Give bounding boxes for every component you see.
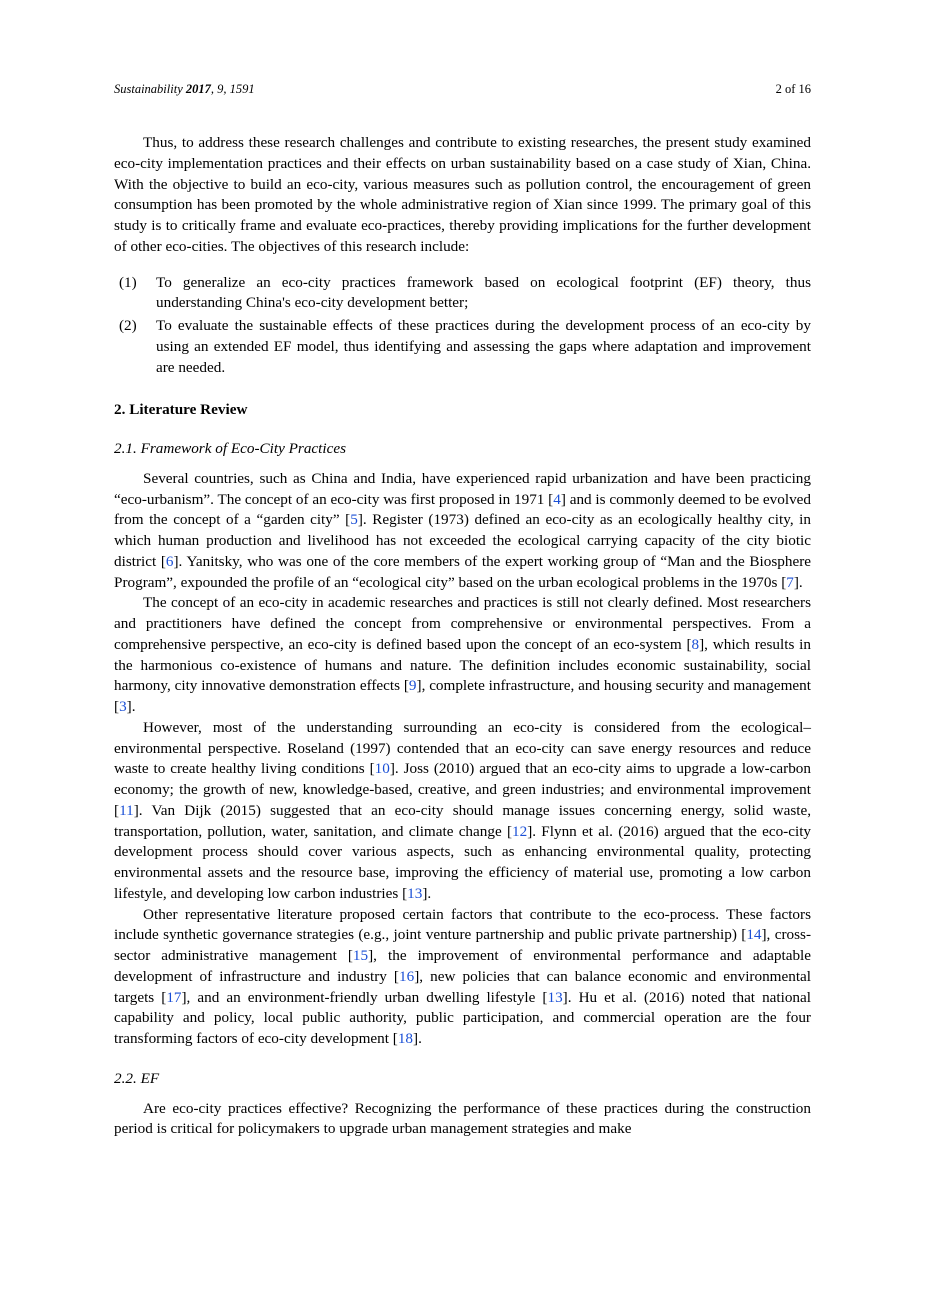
journal-name: Sustainability: [114, 82, 183, 96]
running-head: [114, 82, 811, 97]
page-content: [114, 82, 811, 1140]
citation-link[interactable]: 6: [165, 552, 174, 570]
citation-link[interactable]: 10: [374, 760, 390, 778]
citation-link[interactable]: 14: [746, 926, 762, 944]
citation-link[interactable]: 11: [119, 801, 134, 819]
text-run: ], which results in the harmonious co-existence of humans and nature. The definition includes economic sustainability, social harmony, city innovative demonstration effects [: [114, 635, 811, 695]
paragraph-ecological-perspective: [114, 718, 811, 905]
citation-link[interactable]: 17: [166, 988, 182, 1006]
subsection-heading-framework: 2.1. Framework of Eco-City Practices: [114, 440, 346, 457]
citation-link[interactable]: 15: [352, 947, 369, 964]
text-run: ]. Van Dijk (2015) suggested that an eco-city should manage issues concerning energy, solid waste, transportation, pollution, water, sanitation, and climate change [: [114, 801, 811, 840]
intro-paragraph: Thus, to address these research challenges and contribute to existing researches, the present study examined eco-city implementation practices and their effects on urban sustainability based on a case study of Xian, China. With the objective to build an eco-city, various measures such as pollution control, the encouragement of green consumption has been promoted by the whole administrative region of Xian since 1999. The primary goal of this study is to critically frame and evaluate eco-practices, thereby providing implications for the further development of other eco-cities. The objectives of this research include:: [114, 134, 811, 255]
list-item-text: To evaluate the sustainable effects of these practices during the development process of an eco-city by using an extended EF model, thus identifying and assessing the gaps where adaptation and improvement are needed.: [156, 317, 811, 376]
list-item-number: (2): [119, 317, 137, 334]
section-heading-literature-review: 2. Literature Review: [114, 401, 248, 419]
citation-link[interactable]: 12: [512, 822, 528, 840]
citation-link[interactable]: 4: [553, 490, 561, 508]
citation-link[interactable]: 9: [408, 677, 417, 695]
citation-link[interactable]: 3: [119, 698, 127, 715]
article-number: 1591: [229, 82, 255, 96]
citation-link[interactable]: 8: [691, 635, 700, 653]
text-run: ]. Joss (2010) argued that an eco-city aims to upgrade a low-carbon economy; the growth of new, knowledge-based, creative, and green industries; and environmental improvement [: [114, 760, 811, 819]
text-run: However, most of the understanding surrounding an eco-city is considered from the ecological–environmental perspective. Roseland (1997) contended that an eco-city can save energy resources and reduce waste to create healthy living conditions [: [114, 718, 811, 778]
text-run: ] and is commonly deemed to be evolved from the concept of a “garden city” [: [114, 490, 811, 529]
paragraph-ef-intro: Are eco-city practices effective? Recognizing the performance of these practices during the construction period is critical for policymakers to upgrade urban management strategies and make: [114, 1099, 811, 1138]
paragraph-eco-city-origin: [114, 469, 811, 594]
objectives-list: [114, 273, 811, 379]
citation-link[interactable]: 5: [350, 511, 358, 529]
list-item: [114, 273, 811, 315]
text-run: ]. Yanitsky, who was one of the core members of the expert working group of “Man and the Biosphere Program”, expounded the profile of an “ecological city” based on the urban ecological problems in the 1970s [: [114, 552, 811, 591]
text-run: The concept of an eco-city in academic researches and practices is still not clearly defined. Most researchers and practitioners have defined the concept from comprehensive or environmental perspectives. From a comprehensive perspective, an eco-city is defined based upon the concept of an eco-system [: [114, 594, 811, 653]
subsection-heading-ef: 2.2. EF: [114, 1069, 160, 1087]
list-item-number: (1): [119, 273, 137, 291]
paragraph-representative-literature: [114, 905, 811, 1050]
text-run: ].: [422, 884, 432, 902]
text-run: ]. Flynn et al. (2016) argued that the eco-city development process should cover various aspects, such as enhancing environmental quality, protecting environmental assets and the resource base, improving the efficiency of material use, promoting a low carbon lifestyle, and developing low carbon industries [: [114, 822, 812, 902]
text-run: ].: [413, 1030, 422, 1047]
journal-year: 2017: [185, 82, 211, 96]
list-item: [114, 316, 811, 378]
text-run: ], complete infrastructure, and housing security and management [: [114, 677, 811, 715]
text-run: ]. Hu et al. (2016) noted that national capability and policy, local public authority, public participation, and commercial operation are the four transforming factors of eco-city development [: [114, 988, 811, 1047]
running-head-left: Sustainability 2017, 9, 1591: [114, 82, 255, 96]
journal-volume: 9: [217, 82, 224, 96]
text-run: ], new policies that can balance economic and environmental targets [: [114, 967, 811, 1006]
citation-link[interactable]: 16: [399, 967, 415, 985]
page-number: 2 of 16: [775, 82, 811, 96]
citation-link[interactable]: 7: [786, 573, 794, 591]
text-run: ]. Register (1973) defined an eco-city as an ecologically healthy city, in which human production and livelihood has not exceeded the ecological carrying capacity of the city biotic district [: [114, 511, 811, 570]
text-run: Several countries, such as China and India, have experienced rapid urbanization and have been practicing “eco-urbanism”. The concept of an eco-city was first proposed in 1971 [: [114, 469, 811, 508]
citation-link[interactable]: 13: [407, 884, 423, 902]
text-run: ].: [126, 698, 136, 715]
text-run: ], the improvement of environmental performance and adaptable development of infrastructure and industry [: [114, 947, 811, 985]
list-item-text: To generalize an eco-city practices framework based on ecological footprint (EF) theory, thus understanding China's eco-city development better;: [156, 273, 811, 312]
citation-link[interactable]: 13: [547, 988, 563, 1006]
text-run: ].: [793, 573, 803, 591]
citation-link[interactable]: 18: [397, 1030, 414, 1047]
text-run: ], cross-sector administrative management [: [114, 926, 811, 964]
paragraph-concept-definition: [114, 593, 811, 718]
text-run: ], and an environment-friendly urban dwelling lifestyle [: [181, 988, 548, 1006]
text-run: Other representative literature proposed certain factors that contribute to the eco-process. These factors include synthetic governance strategies (e.g., joint venture partnership and public private partnership) [: [114, 905, 811, 944]
